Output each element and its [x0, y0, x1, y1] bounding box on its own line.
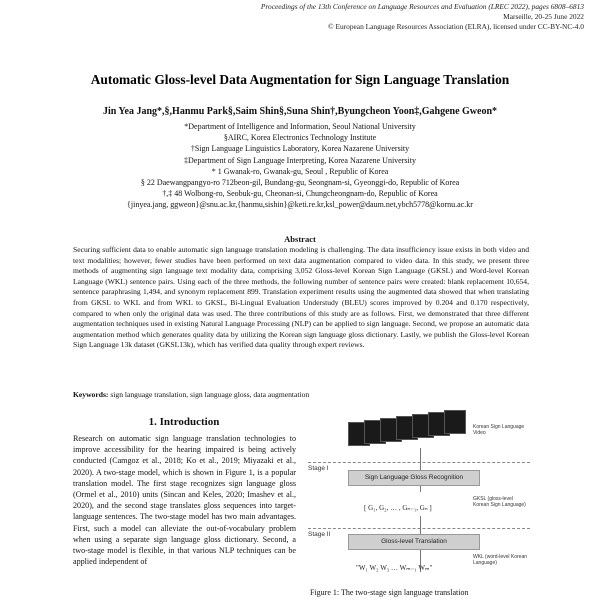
- wkl-label: WKL (word-level Korean Language): [473, 554, 528, 566]
- stage-divider: [308, 462, 530, 463]
- header-line-2: Marseille, 20-25 June 2022: [503, 12, 584, 21]
- gksl-label: GKSL (gloss-level Korean Sign Language): [473, 496, 526, 508]
- abstract-heading: Abstract: [284, 234, 316, 244]
- affiliation-line: †Sign Language Linguistics Laboratory, Korea Nazarene University: [190, 144, 410, 154]
- affiliations: [0, 121, 600, 211]
- affiliation-line: ‡Department of Sign Language Interpreting, Korea Nazarene University: [184, 155, 416, 165]
- affiliation-line: §AIRC, Korea Electronics Technology Institute: [223, 133, 377, 143]
- word-sequence: "W₁ W₂ W₃ … Wₘ₋₁ Wₘ": [356, 564, 433, 572]
- header-line-1: Proceedings of the 13th Conference on Language Resources and Evaluation (LREC 2022), pages 6808–6813: [260, 2, 584, 11]
- keywords: [73, 390, 529, 399]
- affiliation-line: †,‡ 48 Wolbong-ro, Seobuk-gu, Cheonan-si, Chungcheongnam-do, Republic of Korea: [162, 189, 438, 199]
- keywords-label: Keywords:: [73, 390, 109, 399]
- affiliation-line: § 22 Daewangpangyo-ro 712beon-gil, Bundang-gu, Seongnam-si, Gyeonggi-do, Republic of Korea: [140, 178, 460, 188]
- section-heading-introduction: 1. Introduction: [148, 416, 220, 428]
- video-label: Korean Sign Language Video: [473, 424, 525, 436]
- stage-1-label: Stage I: [308, 465, 329, 472]
- figure-caption: Figure 1: The two-stage sign language translation: [310, 588, 469, 597]
- header-line-3: © European Language Resources Association (ELRA), licensed under CC-BY-NC-4.0: [327, 22, 584, 31]
- paper-title: Automatic Gloss-level Data Augmentation for Sign Language Translation: [90, 72, 510, 87]
- gloss-recognition-box: Sign Language Gloss Recognition: [348, 470, 480, 486]
- email-line: {jinyea.jang, ggweon}@snu.ac.kr,{hanmu,sishin}@keti.re.kr,ksl_power@daum.net,ybch5778@kornu.ac.kr: [127, 200, 473, 210]
- proceedings-header: [224, 2, 584, 32]
- introduction-body: Research on automatic sign language translation technologies to improve accessibility for the hearing impaired is being actively conducted (Camgoz et al., 2018; Ko et al., 2019; Miyazaki et al., 2020). A two-stage model, which is shown in Figure 1, is a popular translation model. The first stage recognizes sign language gloss (Ormel et al., 2010) units (Sincan and Keles, 2020; Imashev et al., 2020), and the second stage translates gloss sequences into target-language sentences. The two-stage model has two main advantages. First, such a model can alleviate the out-of-vocabulary problem when using a separate sign language gloss dictionary. Second, a two-stage model is flexible, in that various NLP techniques can be applied independent of: [73, 434, 296, 567]
- video-frame: [444, 410, 466, 434]
- figure-two-stage-model: [308, 410, 530, 590]
- stage-2-label: Stage II: [308, 531, 331, 538]
- gloss-sequence: [ G₁, G₂, … , Gₙ₋₁, Gₙ ]: [364, 504, 432, 512]
- keywords-text: sign language translation, sign language gloss, data augmentation: [110, 390, 310, 399]
- affiliation-line: * 1 Gwanak-ro, Gwanak-gu, Seoul , Republic of Korea: [211, 166, 389, 176]
- abstract-body: Securing sufficient data to enable automatic sign language translation modeling is challenging. The data insufficiency issue exists in both video and text modalities; however, fewer studies have been performed on text data augmentation compared to video data. In this study, we present three methods of augmenting sign language text modality data, comprising 3,052 Gloss-level Korean Sign Language (GKSL) and Word-level Korean Language (WKL) sentence pairs. Using each of the three methods, the following number of sentence pairs were created: blank replacement 10,654, sentence paraphrasing 1,494, and synonym replacement 899. Translation experiment results using the augmented data showed that when translating from GKSL to WKL and from WKL to GKSL, Bi-Lingual Evaluation Understudy (BLEU) scores improved by 0.204 and 0.170 respectively, compared to when only the original data was used. The three contributions of this study are as follows. First, we demonstrated that three different augmentation techniques used in existing Natural Language Processing (NLP) can be applied to sign language. Second, we propose an automatic data augmentation method which generates quality data by utilizing the Korean sign language gloss dictionary. Lastly, we publish the Gloss-level Korean Sign Language 13k dataset (GKSL13k), which has verified data quality through expert reviews.: [73, 245, 529, 350]
- stage-divider: [308, 528, 530, 529]
- author-list: Jin Yea Jang*,§,Hanmu Park§,Saim Shin§,Suna Shin†,Byungcheon Yoon‡,Gahgene Gweon*: [102, 106, 498, 117]
- gloss-translation-box: Gloss-level Translation: [348, 534, 480, 550]
- affiliation-line: *Department of Intelligence and Information, Seoul National University: [184, 122, 416, 131]
